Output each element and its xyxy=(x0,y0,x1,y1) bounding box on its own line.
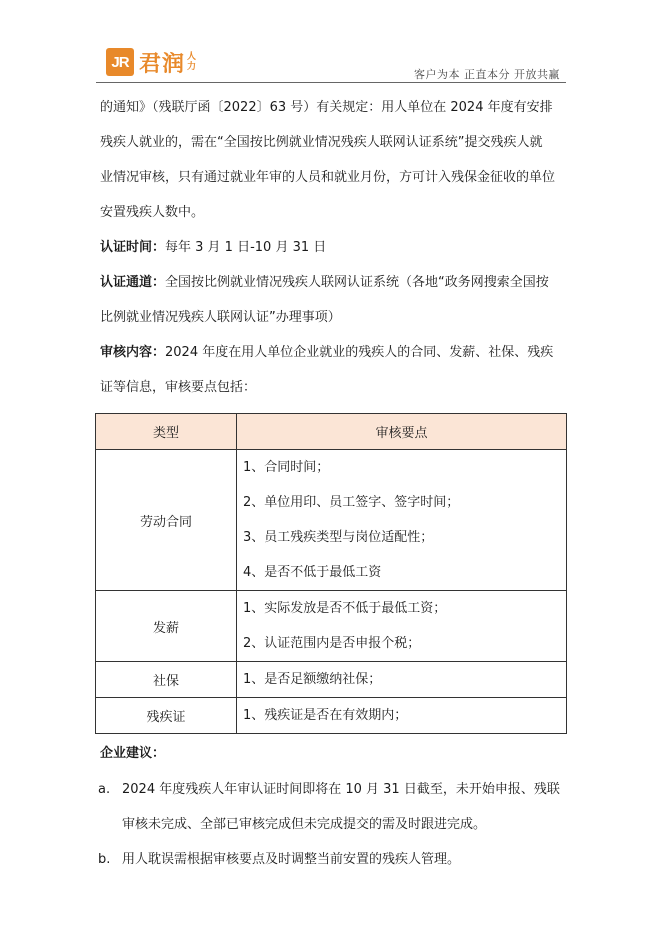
suggestions-title: 企业建议： xyxy=(100,746,166,761)
slogan: 客户为本 正直本分 开放共赢 xyxy=(414,68,560,81)
intro-line-1: 的通知》（残联厅函〔2022〕63 号）有关规定：用人单位在 2024 年度有安排 xyxy=(100,100,553,115)
company-logo xyxy=(106,44,196,80)
row-type-contract: 劳动合同 xyxy=(96,450,237,591)
cert-channel-cont: 比例就业情况残疾人联网认证”办理事项） xyxy=(100,310,341,325)
suggestion-text-line-1: 2024 年度残疾人年审认证时间即将在 10 月 31 日截至，未开始申报、残联 xyxy=(122,782,560,797)
point-item: 1、实际发放是否不低于最低工资； xyxy=(243,601,447,616)
table-row xyxy=(96,662,567,698)
point-item: 3、员工残疾类型与岗位适配性； xyxy=(243,530,434,545)
cert-channel-label: 认证通道： xyxy=(100,275,166,290)
logo-subtext xyxy=(187,52,196,72)
suggestion-marker: a. xyxy=(98,782,111,797)
table-row xyxy=(96,591,567,662)
row-points xyxy=(237,591,567,662)
row-points xyxy=(237,698,567,734)
logo-text: 君润 xyxy=(139,51,186,77)
suggestion-item-a xyxy=(100,772,566,842)
table-row xyxy=(96,698,567,734)
table-header-row xyxy=(96,414,567,450)
column-header-points: 审核要点 xyxy=(237,414,567,450)
cert-time xyxy=(100,230,566,265)
row-points xyxy=(237,450,567,591)
suggestion-text: 用人耽误需根据审核要点及时调整当前安置的残疾人管理。 xyxy=(122,852,461,867)
suggestion-text-line-2: 审核未完成、全部已审核完成但未完成提交的需及时跟进完成。 xyxy=(122,817,487,832)
document-body xyxy=(100,90,566,877)
point-item: 1、残疾证是否在有效期内； xyxy=(243,708,408,723)
logo-sub-char-1: 人 xyxy=(187,52,197,62)
audit-content xyxy=(100,335,566,370)
cert-time-label: 认证时间： xyxy=(100,240,166,255)
audit-content-value-1: 2024 年度在用人单位企业就业的残疾人的合同、发薪、社保、残疾 xyxy=(165,345,554,360)
suggestion-marker: b. xyxy=(98,852,111,867)
audit-content-label: 审核内容： xyxy=(100,345,166,360)
logo-mark-icon: JR xyxy=(106,48,134,76)
page-header xyxy=(96,44,566,84)
suggestion-item-b xyxy=(100,842,566,877)
logo-sub-char-2: 力 xyxy=(187,62,197,72)
header-divider xyxy=(96,82,566,83)
audit-points-table xyxy=(95,413,567,734)
cert-time-value: 每年 3 月 1 日-10 月 31 日 xyxy=(165,240,327,255)
point-item: 2、单位用印、员工签字、签字时间； xyxy=(243,495,460,510)
row-type-salary: 发薪 xyxy=(96,591,237,662)
intro-line-4: 安置残疾人数中。 xyxy=(100,205,205,220)
table-row xyxy=(96,450,567,591)
suggestion-text xyxy=(122,772,566,842)
row-points xyxy=(237,662,567,698)
point-item: 1、合同时间； xyxy=(243,460,330,475)
point-item: 1、是否足额缴纳社保； xyxy=(243,672,382,687)
row-type-disability-cert: 残疾证 xyxy=(96,698,237,734)
column-header-type: 类型 xyxy=(96,414,237,450)
intro-line-2: 残疾人就业的，需在“全国按比例就业情况残疾人联网认证系统”提交残疾人就 xyxy=(100,135,543,150)
row-type-social-security: 社保 xyxy=(96,662,237,698)
audit-content-cont: 证等信息，审核要点包括： xyxy=(100,380,257,395)
point-item: 4、是否不低于最低工资 xyxy=(243,565,382,580)
cert-channel-value-1: 全国按比例就业情况残疾人联网认证系统（各地“政务网搜索全国按 xyxy=(165,275,549,290)
intro-line-3: 业情况审核，只有通过就业年审的人员和就业月份，方可计入残保金征收的单位 xyxy=(100,170,556,185)
point-item: 2、认证范围内是否申报个税； xyxy=(243,636,421,651)
cert-channel xyxy=(100,265,566,300)
